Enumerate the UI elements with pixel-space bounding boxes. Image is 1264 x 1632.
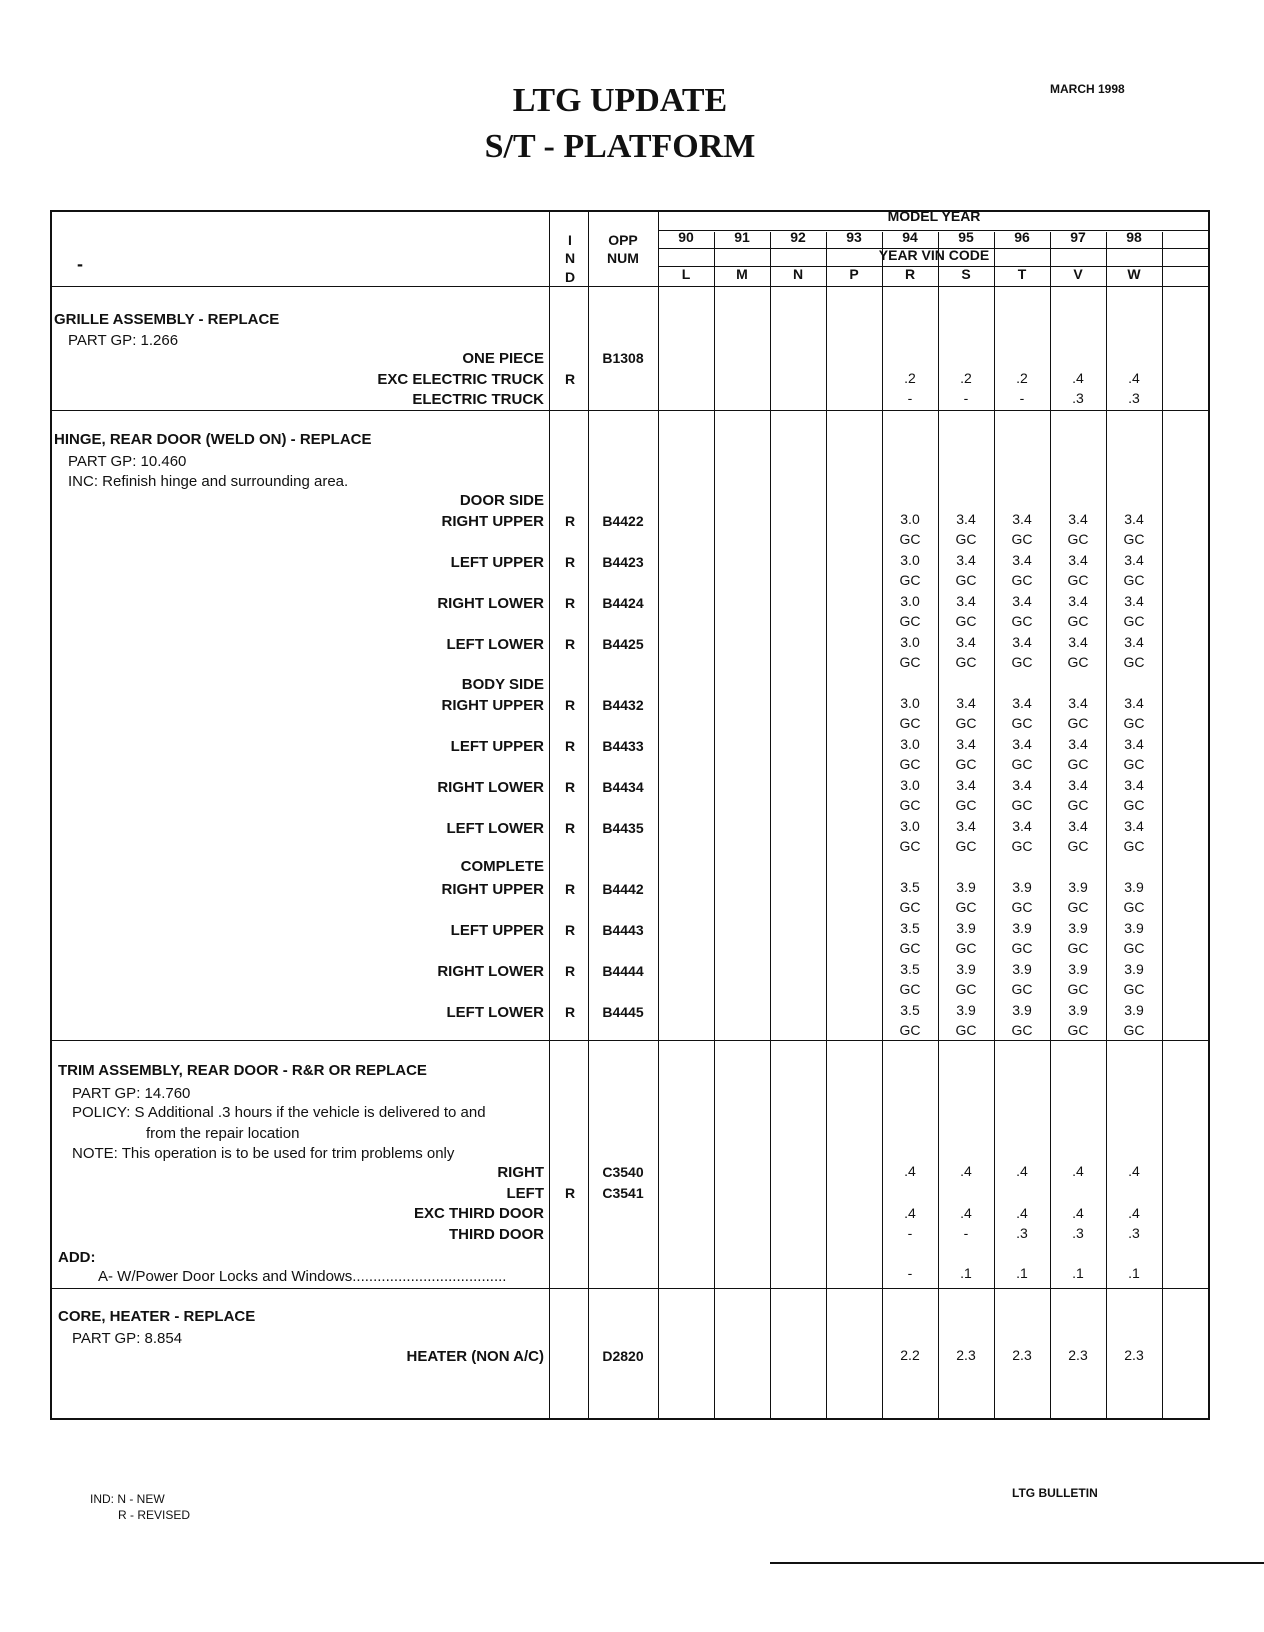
gc-code: GC [955, 613, 977, 629]
labor-time-value: 3.4 [1012, 777, 1032, 793]
part-group: PART GP: 1.266 [68, 332, 179, 349]
opp-number: B1308 [602, 350, 644, 366]
row-label: LEFT UPPER [450, 922, 544, 939]
gc-code: GC [1067, 940, 1089, 956]
labor-time-value: 3.4 [1124, 593, 1144, 609]
labor-time-value: 3.4 [1012, 736, 1032, 752]
opp-number: B4444 [602, 963, 644, 979]
vin-code: M [736, 266, 748, 282]
gc-code: GC [1123, 531, 1145, 547]
gc-code: GC [955, 531, 977, 547]
ind-value: R [564, 820, 576, 836]
labor-time-value: 3.4 [956, 695, 976, 711]
labor-time-value: .4 [1016, 1163, 1028, 1179]
ind-value: R [564, 554, 576, 570]
row-label: ONE PIECE [462, 350, 544, 367]
opp-header-1: OPP [608, 232, 638, 248]
title-line-1: LTG UPDATE [512, 82, 728, 119]
gc-code: GC [1011, 899, 1033, 915]
row-label: RIGHT LOWER [437, 779, 544, 796]
opp-number: B4433 [602, 738, 644, 754]
labor-time-value: 3.4 [1012, 818, 1032, 834]
labor-time-value: 3.9 [1068, 961, 1088, 977]
inc-note: INC: Refinish hinge and surrounding area. [68, 473, 349, 490]
labor-time-value: .4 [1128, 1163, 1140, 1179]
labor-time-value: .1 [1016, 1265, 1028, 1281]
gc-code: GC [899, 531, 921, 547]
labor-time-value: .3 [1128, 1225, 1140, 1241]
labor-time-value: .3 [1072, 390, 1084, 406]
row-group-label: BODY SIDE [461, 676, 544, 693]
header-rule [658, 248, 1208, 249]
gc-code: GC [955, 940, 977, 956]
ind-value: R [564, 513, 576, 529]
vin-code: V [1073, 266, 1083, 282]
labor-time-value: 2.3 [956, 1347, 976, 1363]
gc-code: GC [899, 981, 921, 997]
gc-code: GC [1123, 899, 1145, 915]
section-title-core: CORE, HEATER - REPLACE [58, 1308, 256, 1325]
gc-code: GC [899, 797, 921, 813]
labor-time-value: 3.4 [1124, 695, 1144, 711]
gc-code: GC [955, 981, 977, 997]
gc-code: GC [899, 654, 921, 670]
labor-time-value: 3.4 [1068, 634, 1088, 650]
labor-time-value: 3.9 [1068, 920, 1088, 936]
ind-value: R [564, 595, 576, 611]
model-year-93: 93 [846, 229, 862, 245]
labor-time-value: .4 [1072, 1163, 1084, 1179]
gc-code: GC [899, 838, 921, 854]
gc-code: GC [1011, 654, 1033, 670]
vin-code: P [849, 266, 859, 282]
labor-time-value: 3.0 [900, 511, 920, 527]
gc-code: GC [1067, 756, 1089, 772]
section-title-trim: TRIM ASSEMBLY, REAR DOOR - R&R OR REPLACE [58, 1062, 427, 1079]
model-year-97: 97 [1070, 229, 1086, 245]
labor-time-value: .2 [960, 370, 972, 386]
gc-code: GC [1123, 981, 1145, 997]
labor-time-value: 3.4 [956, 818, 976, 834]
gc-code: GC [899, 572, 921, 588]
ind-header-i: I [568, 232, 572, 248]
gc-code: GC [955, 756, 977, 772]
model-year-95: 95 [958, 229, 974, 245]
section-title-hinge: HINGE, REAR DOOR (WELD ON) - REPLACE [54, 431, 372, 448]
part-group: PART GP: 14.760 [72, 1085, 191, 1102]
labor-time-value: .4 [1128, 370, 1140, 386]
model-year-91: 91 [734, 229, 750, 245]
labor-time-value: 3.9 [1012, 920, 1032, 936]
labor-time-value: 3.9 [956, 879, 976, 895]
ind-value: R [564, 963, 576, 979]
row-label: ELECTRIC TRUCK [412, 391, 544, 408]
labor-time-value: 3.4 [1068, 552, 1088, 568]
section-divider [52, 410, 1208, 411]
row-group-label: DOOR SIDE [459, 492, 544, 509]
labor-time-value: 3.0 [900, 552, 920, 568]
opp-number: B4422 [602, 513, 644, 529]
bottom-rule [770, 1562, 1264, 1564]
labor-time-value: 3.4 [1012, 511, 1032, 527]
labor-time-value: 3.9 [1012, 961, 1032, 977]
ind-value: R [564, 779, 576, 795]
gc-code: GC [1067, 654, 1089, 670]
gc-code: GC [955, 715, 977, 731]
gc-code: GC [899, 899, 921, 915]
opp-number: B4424 [602, 595, 644, 611]
row-label: EXC THIRD DOOR [413, 1205, 544, 1222]
gc-code: GC [955, 899, 977, 915]
gc-code: GC [1011, 756, 1033, 772]
gc-code: GC [1011, 981, 1033, 997]
gc-code: GC [1067, 797, 1089, 813]
ltg-table [50, 210, 1210, 1420]
labor-time-value: 3.4 [956, 777, 976, 793]
labor-time-value: 3.4 [1012, 593, 1032, 609]
gc-code: GC [899, 715, 921, 731]
labor-time-value: .2 [904, 370, 916, 386]
labor-time-value: 3.5 [900, 961, 920, 977]
section-title-grille: GRILLE ASSEMBLY - REPLACE [54, 311, 280, 328]
labor-time-value: 3.9 [1068, 1002, 1088, 1018]
row-label: LEFT LOWER [446, 1004, 544, 1021]
labor-time-value: .4 [904, 1163, 916, 1179]
labor-time-value: 3.4 [1012, 552, 1032, 568]
model-year-98: 98 [1126, 229, 1142, 245]
gc-code: GC [1123, 838, 1145, 854]
gc-code: GC [899, 1022, 921, 1038]
year-column-divider [658, 212, 659, 1418]
bulletin-label: LTG BULLETIN [1012, 1486, 1098, 1500]
labor-time-value: 3.4 [956, 552, 976, 568]
gc-code: GC [1067, 838, 1089, 854]
labor-time-value: - [907, 390, 913, 406]
gc-code: GC [899, 940, 921, 956]
labor-time-value: 3.9 [1124, 961, 1144, 977]
gc-code: GC [1011, 531, 1033, 547]
labor-time-value: 3.5 [900, 920, 920, 936]
gc-code: GC [1067, 899, 1089, 915]
labor-time-value: 3.4 [1068, 818, 1088, 834]
vin-code: R [904, 266, 916, 282]
row-label: HEATER (NON A/C) [406, 1348, 544, 1365]
gc-code: GC [1123, 1022, 1145, 1038]
gc-code: GC [1123, 613, 1145, 629]
labor-time-value: .4 [960, 1163, 972, 1179]
gc-code: GC [955, 797, 977, 813]
labor-time-value: .4 [960, 1205, 972, 1221]
row-label: RIGHT [497, 1164, 544, 1181]
labor-time-value: 3.4 [1124, 777, 1144, 793]
ind-value: R [564, 881, 576, 897]
labor-time-value: .1 [1128, 1265, 1140, 1281]
trim-note: NOTE: This operation is to be used for trim problems only [72, 1145, 455, 1162]
ind-header-n: N [564, 250, 576, 266]
vin-code: L [681, 266, 691, 282]
labor-time-value: 3.0 [900, 695, 920, 711]
labor-time-value: .3 [1128, 390, 1140, 406]
gc-code: GC [955, 572, 977, 588]
labor-time-value: 3.9 [1124, 1002, 1144, 1018]
labor-time-value: 3.0 [900, 634, 920, 650]
row-label: EXC ELECTRIC TRUCK [377, 371, 544, 388]
labor-time-value: 2.3 [1124, 1347, 1144, 1363]
gc-code: GC [955, 1022, 977, 1038]
labor-time-value: 3.4 [1012, 634, 1032, 650]
opp-number: B4423 [602, 554, 644, 570]
labor-time-value: 3.5 [900, 879, 920, 895]
part-group: PART GP: 8.854 [72, 1330, 183, 1347]
gc-code: GC [1123, 797, 1145, 813]
vin-code: T [1017, 266, 1027, 282]
row-label: THIRD DOOR [449, 1226, 544, 1243]
gc-code: GC [1011, 715, 1033, 731]
row-label: LEFT UPPER [450, 554, 544, 571]
labor-time-value: 3.9 [956, 920, 976, 936]
labor-time-value: .4 [1128, 1205, 1140, 1221]
labor-time-value: 3.4 [1124, 511, 1144, 527]
vin-code: W [1127, 266, 1141, 282]
model-year-90: 90 [678, 229, 694, 245]
section-divider [52, 1288, 1208, 1289]
gc-code: GC [899, 756, 921, 772]
ind-value: R [564, 1004, 576, 1020]
gc-code: GC [1067, 531, 1089, 547]
labor-time-value: 3.4 [1124, 736, 1144, 752]
labor-time-value: 3.4 [1068, 736, 1088, 752]
add-item: A- W/Power Door Locks and Windows..................................... [98, 1268, 507, 1285]
row-label: RIGHT UPPER [441, 881, 544, 898]
labor-time-value: 3.5 [900, 1002, 920, 1018]
vin-code-label: YEAR VIN CODE [878, 247, 990, 263]
opp-number: B4432 [602, 697, 644, 713]
labor-time-value: 3.9 [1012, 1002, 1032, 1018]
row-label: RIGHT UPPER [441, 697, 544, 714]
labor-time-value: 3.9 [1124, 879, 1144, 895]
labor-time-value: 3.0 [900, 818, 920, 834]
row-label: RIGHT UPPER [441, 513, 544, 530]
gc-code: GC [1011, 940, 1033, 956]
row-label: RIGHT LOWER [437, 963, 544, 980]
row-label: RIGHT LOWER [437, 595, 544, 612]
gc-code: GC [1067, 1022, 1089, 1038]
labor-time-value: 3.9 [1012, 879, 1032, 895]
labor-time-value: 3.0 [900, 777, 920, 793]
vin-code: N [792, 266, 804, 282]
gc-code: GC [1011, 838, 1033, 854]
opp-number: B4435 [602, 820, 644, 836]
labor-time-value: 3.9 [1124, 920, 1144, 936]
opp-number: B4425 [602, 636, 644, 652]
labor-time-value: 3.4 [956, 593, 976, 609]
opp-header-2: NUM [607, 250, 639, 266]
labor-time-value: - [963, 1225, 969, 1241]
opp-number: C3541 [602, 1185, 644, 1201]
labor-time-value: 2.3 [1012, 1347, 1032, 1363]
model-year-96: 96 [1014, 229, 1030, 245]
opp-number: B4443 [602, 922, 644, 938]
opp-number: D2820 [602, 1348, 644, 1364]
section-divider [52, 1040, 1208, 1041]
gc-code: GC [1067, 715, 1089, 731]
labor-time-value: .4 [904, 1205, 916, 1221]
ind-value: R [564, 738, 576, 754]
labor-time-value: .3 [1072, 1225, 1084, 1241]
row-label: LEFT [506, 1185, 544, 1202]
labor-time-value: .3 [1016, 1225, 1028, 1241]
gc-code: GC [1011, 1022, 1033, 1038]
add-label: ADD: [58, 1249, 96, 1266]
labor-time-value: 3.9 [1068, 879, 1088, 895]
labor-time-value: 3.9 [956, 1002, 976, 1018]
ind-value: R [564, 1185, 576, 1201]
labor-time-value: 3.4 [1068, 777, 1088, 793]
labor-time-value: 3.4 [1068, 593, 1088, 609]
gc-code: GC [1011, 572, 1033, 588]
policy-note: POLICY: S Additional .3 hours if the vehicle is delivered to and [72, 1104, 486, 1121]
gc-code: GC [955, 838, 977, 854]
gc-code: GC [1067, 613, 1089, 629]
title-line-2: S/T - PLATFORM [484, 128, 756, 165]
model-year-92: 92 [790, 229, 806, 245]
part-group: PART GP: 10.460 [68, 453, 187, 470]
gc-code: GC [1011, 613, 1033, 629]
labor-time-value: .4 [1016, 1205, 1028, 1221]
labor-time-value: 2.3 [1068, 1347, 1088, 1363]
row-label: LEFT LOWER [446, 820, 544, 837]
ind-header-d: D [564, 269, 576, 285]
labor-time-value: 3.4 [1068, 695, 1088, 711]
labor-time-value: 3.9 [956, 961, 976, 977]
row-label: LEFT UPPER [450, 738, 544, 755]
ind-value: R [564, 636, 576, 652]
model-year-label: MODEL YEAR [887, 208, 981, 224]
gc-code: GC [1123, 654, 1145, 670]
gc-code: GC [1067, 981, 1089, 997]
gc-code: GC [1067, 572, 1089, 588]
ind-value: R [564, 697, 576, 713]
labor-time-value: 3.4 [1124, 552, 1144, 568]
policy-note: from the repair location [146, 1125, 300, 1142]
labor-time-value: - [907, 1265, 913, 1281]
labor-time-value: - [963, 390, 969, 406]
gc-code: GC [1123, 715, 1145, 731]
gc-code: GC [1123, 756, 1145, 772]
labor-time-value: 3.4 [1124, 634, 1144, 650]
gc-code: GC [899, 613, 921, 629]
gc-code: GC [1123, 940, 1145, 956]
labor-time-value: .1 [1072, 1265, 1084, 1281]
labor-time-value: 3.4 [1012, 695, 1032, 711]
model-year-94: 94 [902, 229, 918, 245]
ind-value: R [564, 922, 576, 938]
labor-time-value: .2 [1016, 370, 1028, 386]
labor-time-value: .4 [1072, 370, 1084, 386]
gc-code: GC [955, 654, 977, 670]
header-dash: - [77, 254, 83, 274]
header-bottom-rule [52, 286, 1208, 287]
labor-time-value: 3.4 [1124, 818, 1144, 834]
opp-number: B4434 [602, 779, 644, 795]
opp-number: C3540 [602, 1164, 644, 1180]
row-label: LEFT LOWER [446, 636, 544, 653]
opp-number: B4442 [602, 881, 644, 897]
labor-time-value: 3.4 [1068, 511, 1088, 527]
labor-time-value: - [907, 1225, 913, 1241]
vin-code: S [961, 266, 971, 282]
labor-time-value: 3.4 [956, 736, 976, 752]
labor-time-value: .4 [1072, 1205, 1084, 1221]
labor-time-value: 2.2 [900, 1347, 920, 1363]
labor-time-value: .1 [960, 1265, 972, 1281]
gc-code: GC [1123, 572, 1145, 588]
date: MARCH 1998 [1050, 82, 1125, 96]
ind-column-divider [549, 212, 550, 1418]
labor-time-value: 3.0 [900, 736, 920, 752]
labor-time-value: 3.4 [956, 634, 976, 650]
opp-column-divider [588, 212, 589, 1418]
labor-time-value: 3.4 [956, 511, 976, 527]
row-group-label: COMPLETE [460, 858, 544, 875]
opp-number: B4445 [602, 1004, 644, 1020]
ind-legend-new: IND: N - NEW [90, 1492, 165, 1506]
labor-time-value: 3.0 [900, 593, 920, 609]
gc-code: GC [1011, 797, 1033, 813]
ind-legend-revised: R - REVISED [118, 1508, 191, 1522]
ind-value: R [564, 371, 576, 387]
labor-time-value: - [1019, 390, 1025, 406]
